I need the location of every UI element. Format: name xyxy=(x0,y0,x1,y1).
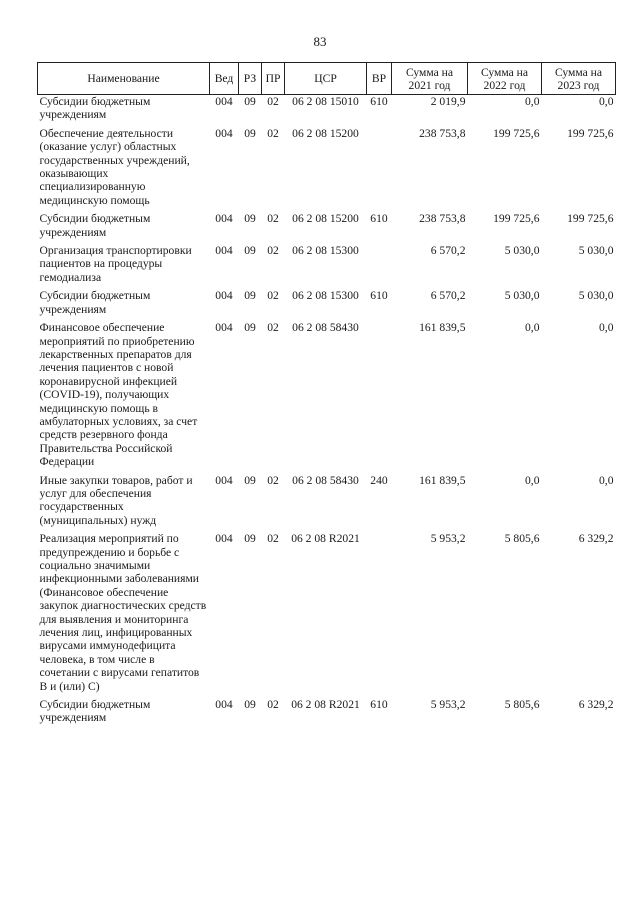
cell-pr: 02 xyxy=(267,289,279,303)
cell-sum-2022: 5 805,6 xyxy=(504,698,540,712)
cell-ved: 004 xyxy=(215,244,233,258)
cell-sum-2023: 0,0 xyxy=(599,473,614,487)
cell-pr: 02 xyxy=(267,532,279,546)
cell-csr: 06 2 08 58430 xyxy=(292,321,359,335)
table-row xyxy=(38,289,616,321)
cell-sum-2021: 161 839,5 xyxy=(419,321,466,335)
cell-pr: 02 xyxy=(267,212,279,226)
cell-pr: 02 xyxy=(267,95,279,108)
cell-vr: 240 xyxy=(370,473,388,487)
cell-sum-2021: 5 953,2 xyxy=(430,698,466,712)
cell-sum-2023: 0,0 xyxy=(599,95,614,108)
table-row xyxy=(38,474,616,533)
cell-rz: 09 xyxy=(244,698,256,712)
cell-pr: 02 xyxy=(267,698,279,712)
cell-sum-2022: 5 030,0 xyxy=(504,289,540,303)
header-ved: Вед xyxy=(210,63,239,95)
table-row xyxy=(38,212,616,244)
table-body xyxy=(38,95,616,730)
cell-pr: 02 xyxy=(267,244,279,258)
cell-sum-2021: 238 753,8 xyxy=(419,212,466,226)
cell-sum-2021: 6 570,2 xyxy=(430,289,466,303)
cell-sum-2022: 199 725,6 xyxy=(493,126,540,140)
cell-csr: 06 2 08 15010 xyxy=(292,95,359,108)
cell-name: Обеспечение деятельности (оказание услуг) областных государственных учреждений, оказывающих специализированную медицинскую помощь xyxy=(39,126,190,207)
cell-rz: 09 xyxy=(244,321,256,335)
cell-name: Иные закупки товаров, работ и услуг для обеспечения государственных (муниципальных) нужд xyxy=(39,473,193,527)
cell-vr: 610 xyxy=(370,698,388,712)
cell-sum-2023: 199 725,6 xyxy=(567,126,614,140)
cell-ved: 004 xyxy=(215,532,233,546)
cell-sum-2022: 0,0 xyxy=(525,95,540,108)
cell-sum-2023: 199 725,6 xyxy=(567,212,614,226)
cell-vr xyxy=(367,127,392,212)
cell-sum-2023: 6 329,2 xyxy=(578,698,614,712)
cell-vr: 610 xyxy=(370,289,388,303)
cell-rz: 09 xyxy=(244,126,256,140)
budget-table xyxy=(37,62,616,730)
cell-rz: 09 xyxy=(244,473,256,487)
cell-vr: 610 xyxy=(370,212,388,226)
table-row xyxy=(38,95,616,127)
cell-sum-2022: 0,0 xyxy=(525,321,540,335)
cell-name: Реализация мероприятий по предупреждению и борьбе с социально значимыми инфекционными заболеваниями (Финансовое обеспечение закупок диагностических средств для выявления и мониторинга лечения лиц, инфицированных вирусами иммунодефицита человека, в том числе в сочетании с вирусами гепатитов B и (или) C) xyxy=(39,532,207,693)
cell-ved: 004 xyxy=(215,95,233,108)
header-rz: РЗ xyxy=(239,63,262,95)
cell-ved: 004 xyxy=(215,212,233,226)
header-sum-2022: Сумма на 2022 год xyxy=(468,63,542,95)
cell-vr xyxy=(367,321,392,473)
cell-ved: 004 xyxy=(215,126,233,140)
cell-csr: 06 2 08 58430 xyxy=(292,473,359,487)
cell-name: Субсидии бюджетным учреждениям xyxy=(39,95,151,122)
cell-vr xyxy=(367,532,392,698)
cell-sum-2023: 0,0 xyxy=(599,321,614,335)
cell-name: Субсидии бюджетным учреждениям xyxy=(39,212,151,239)
cell-sum-2022: 5 030,0 xyxy=(504,244,540,258)
cell-pr: 02 xyxy=(267,473,279,487)
cell-csr: 06 2 08 15300 xyxy=(292,289,359,303)
cell-vr xyxy=(367,244,392,289)
cell-sum-2021: 5 953,2 xyxy=(430,532,466,546)
page-number: 83 xyxy=(313,34,327,49)
cell-ved: 004 xyxy=(215,698,233,712)
header-pr: ПР xyxy=(262,63,285,95)
header-sum-2023: Сумма на 2023 год xyxy=(542,63,616,95)
cell-sum-2022: 199 725,6 xyxy=(493,212,540,226)
cell-name: Субсидии бюджетным учреждениям xyxy=(39,289,151,316)
header-vr: ВР xyxy=(367,63,392,95)
cell-ved: 004 xyxy=(215,321,233,335)
cell-sum-2023: 5 030,0 xyxy=(578,244,614,258)
header-csr: ЦСР xyxy=(285,63,367,95)
cell-rz: 09 xyxy=(244,244,256,258)
cell-ved: 004 xyxy=(215,289,233,303)
header-name: Наименование xyxy=(38,63,210,95)
cell-pr: 02 xyxy=(267,126,279,140)
cell-name: Организация транспортировки пациентов на процедуры гемодиализа xyxy=(39,244,192,284)
cell-rz: 09 xyxy=(244,289,256,303)
header-sum-2021: Сумма на 2021 год xyxy=(392,63,468,95)
cell-sum-2022: 5 805,6 xyxy=(504,532,540,546)
cell-sum-2021: 238 753,8 xyxy=(419,126,466,140)
cell-sum-2023: 5 030,0 xyxy=(578,289,614,303)
cell-sum-2023: 6 329,2 xyxy=(578,532,614,546)
table-header xyxy=(38,63,616,95)
cell-rz: 09 xyxy=(244,532,256,546)
cell-sum-2022: 0,0 xyxy=(525,473,540,487)
cell-ved: 004 xyxy=(215,473,233,487)
cell-sum-2021: 6 570,2 xyxy=(430,244,466,258)
cell-rz: 09 xyxy=(244,212,256,226)
cell-csr: 06 2 08 15300 xyxy=(292,244,359,258)
cell-vr: 610 xyxy=(370,95,388,108)
cell-csr: 06 2 08 15200 xyxy=(292,212,359,226)
table-row xyxy=(38,244,616,289)
cell-rz: 09 xyxy=(244,95,256,108)
table-row xyxy=(38,698,616,730)
table-row xyxy=(38,127,616,212)
cell-sum-2021: 2 019,9 xyxy=(430,95,466,108)
cell-csr: 06 2 08 R2021 xyxy=(291,532,360,546)
cell-sum-2021: 161 839,5 xyxy=(419,473,466,487)
table-row xyxy=(38,321,616,473)
cell-name: Финансовое обеспечение мероприятий по приобретению лекарственных препаратов для лечения пациентов с новой коронавирусной инфекцией (COVID-19), получающих медицинскую помощь в амбулаторных условиях, за счет средств резервного фонда Правительства Российской Федерации xyxy=(39,321,198,469)
cell-name: Субсидии бюджетным учреждениям xyxy=(39,698,151,725)
cell-csr: 06 2 08 R2021 xyxy=(291,698,360,712)
cell-csr: 06 2 08 15200 xyxy=(292,126,359,140)
table-row xyxy=(38,532,616,698)
cell-pr: 02 xyxy=(267,321,279,335)
